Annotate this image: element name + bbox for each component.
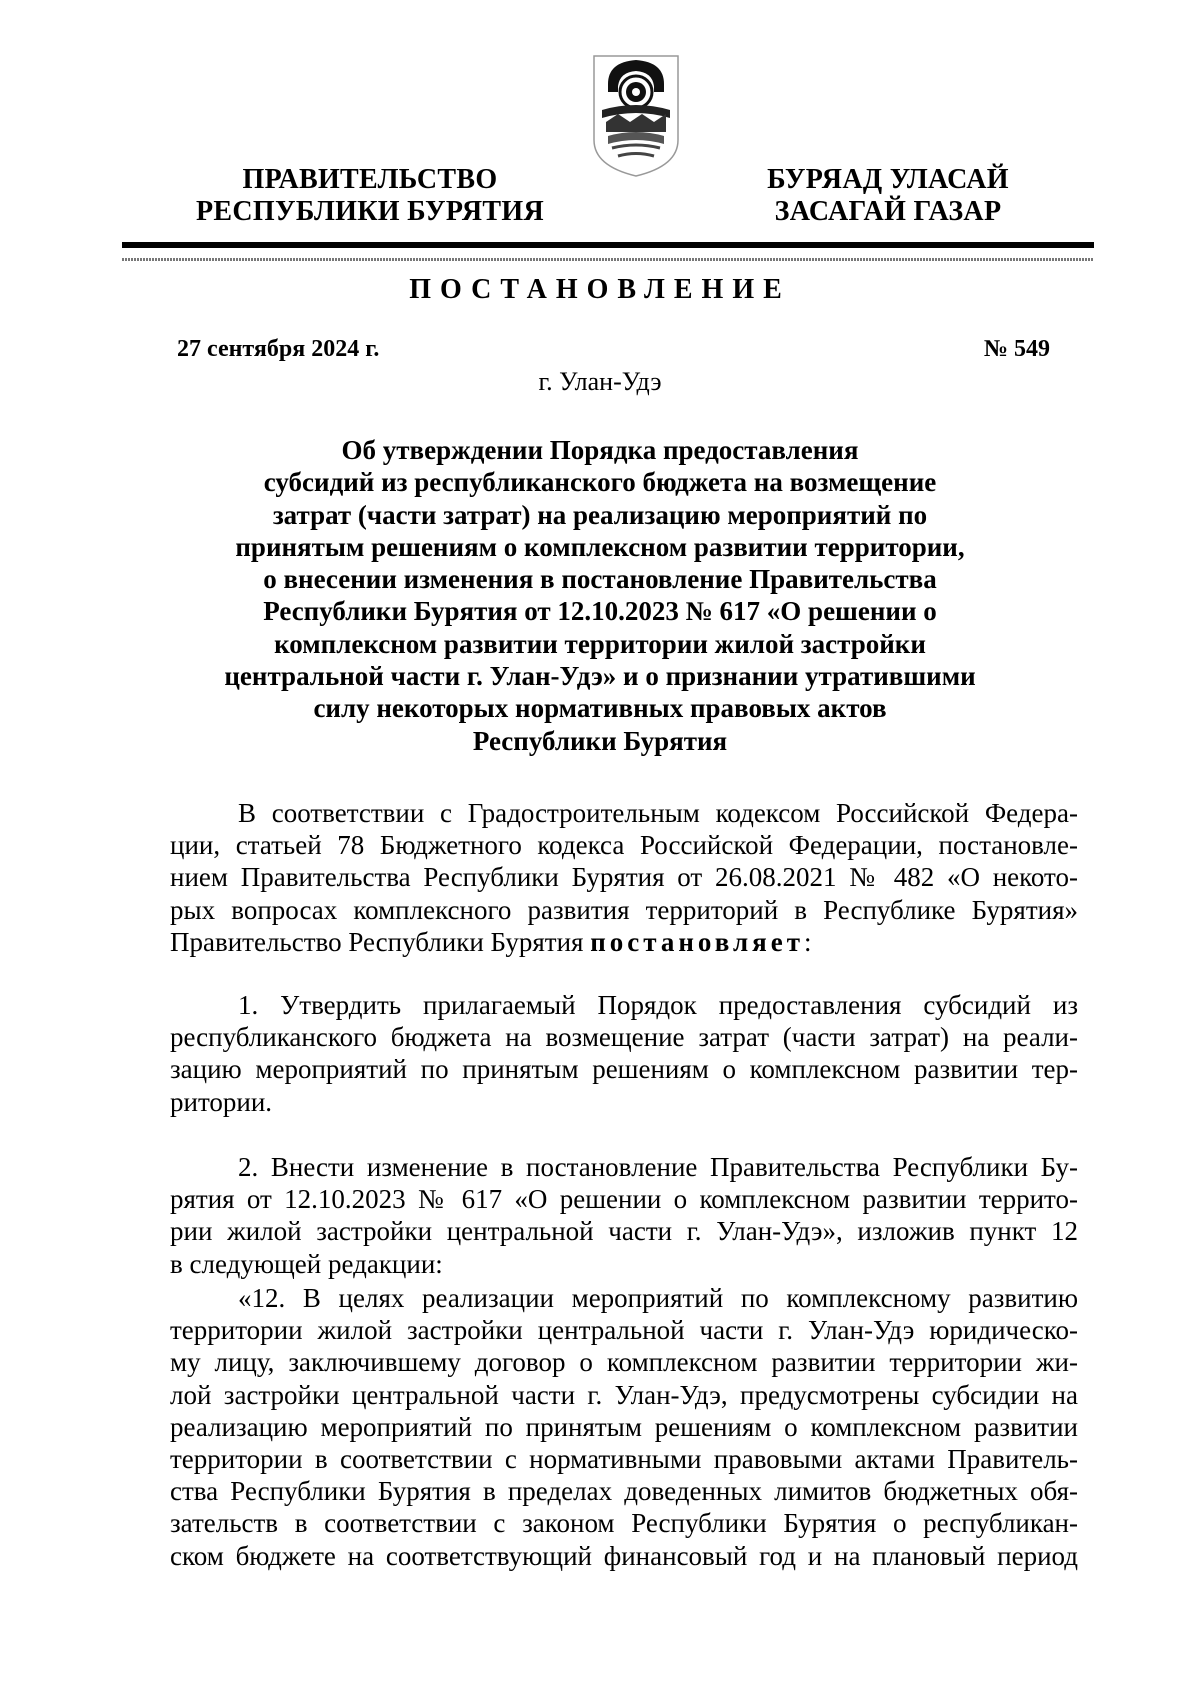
paragraph-line: ском бюджете на соответствующий финансовый год и на плановый период xyxy=(170,1540,1078,1571)
title-line: субсидий из республиканского бюджета на возмещение xyxy=(263,467,937,498)
preamble-paragraph xyxy=(170,797,1078,958)
paragraph-line: В соответствии с Градостроительным кодексом Российской Федера- xyxy=(238,798,1078,828)
title-line: принятым решениям о комплексном развитии территории, xyxy=(235,531,965,562)
document-number: № 549 xyxy=(983,336,1050,362)
paragraph-line: рии жилой застройки центральной части г. Улан-Удэ», изложив пункт 12 xyxy=(170,1216,1078,1247)
org-name-buryat xyxy=(738,164,1038,228)
document-city: г. Улан-Удэ xyxy=(538,367,662,396)
paragraph-line: 2. Внести изменение в постановление Правительства Республики Бу- xyxy=(238,1152,1078,1182)
org-ru-line2: РЕСПУБЛИКИ БУРЯТИЯ xyxy=(196,196,544,227)
org-name-russian xyxy=(180,164,560,228)
title-line: силу некоторых нормативных правовых актов xyxy=(313,693,887,724)
decree-word: постановляет xyxy=(590,926,804,957)
paragraph-line: зацию мероприятий по принятым решениям о комплексном развитии тер- xyxy=(170,1054,1078,1085)
title-line: о внесении изменения в постановление Правительства xyxy=(263,564,937,595)
paragraph-line: рятия от 12.10.2023 № 617 «О решении о комплексном развитии террито- xyxy=(170,1184,1078,1215)
title-line: комплексном развитии территории жилой застройки xyxy=(274,628,926,659)
paragraph-line: лой застройки центральной части г. Улан-Удэ, предусмотрены субсидии на xyxy=(170,1379,1078,1410)
clause-1-paragraph xyxy=(170,989,1078,1118)
paragraph-line: в следующей редакции: xyxy=(170,1248,443,1279)
clause-2-paragraph xyxy=(170,1151,1078,1280)
title-line: центральной части г. Улан-Удэ» и о признании утратившими xyxy=(224,661,976,692)
title-line: затрат (части затрат) на реализацию мероприятий по xyxy=(272,499,928,530)
paragraph-line: нием Правительства Республики Бурятия от 26.08.2021 № 482 «О некото- xyxy=(170,862,1078,893)
header-divider-thin xyxy=(122,258,1094,261)
title-line: Республики Бурятия xyxy=(472,725,728,756)
header-divider-thick xyxy=(122,242,1094,248)
paragraph-line: 1. Утвердить прилагаемый Порядок предоставления субсидий из xyxy=(238,990,1078,1020)
document-date: 27 сентября 2024 г. xyxy=(177,336,380,362)
org-ru-line1: ПРАВИТЕЛЬСТВО xyxy=(242,164,498,195)
title-line: Об утверждении Порядка предоставления xyxy=(341,435,859,465)
document-type-heading: ПОСТАНОВЛЕНИЕ xyxy=(409,274,791,305)
coat-of-arms-emblem xyxy=(588,48,684,178)
paragraph-line: ритории. xyxy=(170,1086,273,1117)
org-bur-line2: ЗАСАГАЙ ГАЗАР xyxy=(774,196,1002,227)
clause-12-quoted-paragraph xyxy=(170,1282,1078,1572)
paragraph-line xyxy=(170,926,1078,958)
preamble-colon: : xyxy=(803,926,812,957)
paragraph-line: территории жилой застройки центральной части г. Улан-Удэ юридическо- xyxy=(170,1315,1078,1346)
preamble-subject: Правительство Республики Бурятия xyxy=(170,926,591,957)
paragraph-line: ства Республики Бурятия в пределах доведенных лимитов бюджетных обя- xyxy=(170,1476,1078,1507)
paragraph-line: рых вопросах комплексного развития территорий в Республике Бурятия» xyxy=(170,894,1078,925)
document-title xyxy=(170,434,1030,757)
paragraph-line: му лицу, заключившему договор о комплексном развитии территории жи- xyxy=(170,1347,1078,1378)
title-line: Республики Бурятия от 12.10.2023 № 617 «О решении о xyxy=(263,596,937,627)
org-bur-line1: БУРЯАД УЛАСАЙ xyxy=(767,164,1009,195)
paragraph-line: ции, статьей 78 Бюджетного кодекса Российской Федерации, постановле- xyxy=(170,830,1078,861)
paragraph-line: республиканского бюджета на возмещение затрат (части затрат) на реали- xyxy=(170,1022,1078,1053)
paragraph-line: реализацию мероприятий по принятым решениям о комплексном развитии xyxy=(170,1411,1078,1442)
paragraph-line: территории в соответствии с нормативными правовыми актами Правитель- xyxy=(170,1444,1078,1475)
paragraph-line: «12. В целях реализации мероприятий по комплексному развитию xyxy=(238,1283,1078,1313)
paragraph-line: зательств в соответствии с законом Республики Бурятия о республикан- xyxy=(170,1508,1078,1539)
